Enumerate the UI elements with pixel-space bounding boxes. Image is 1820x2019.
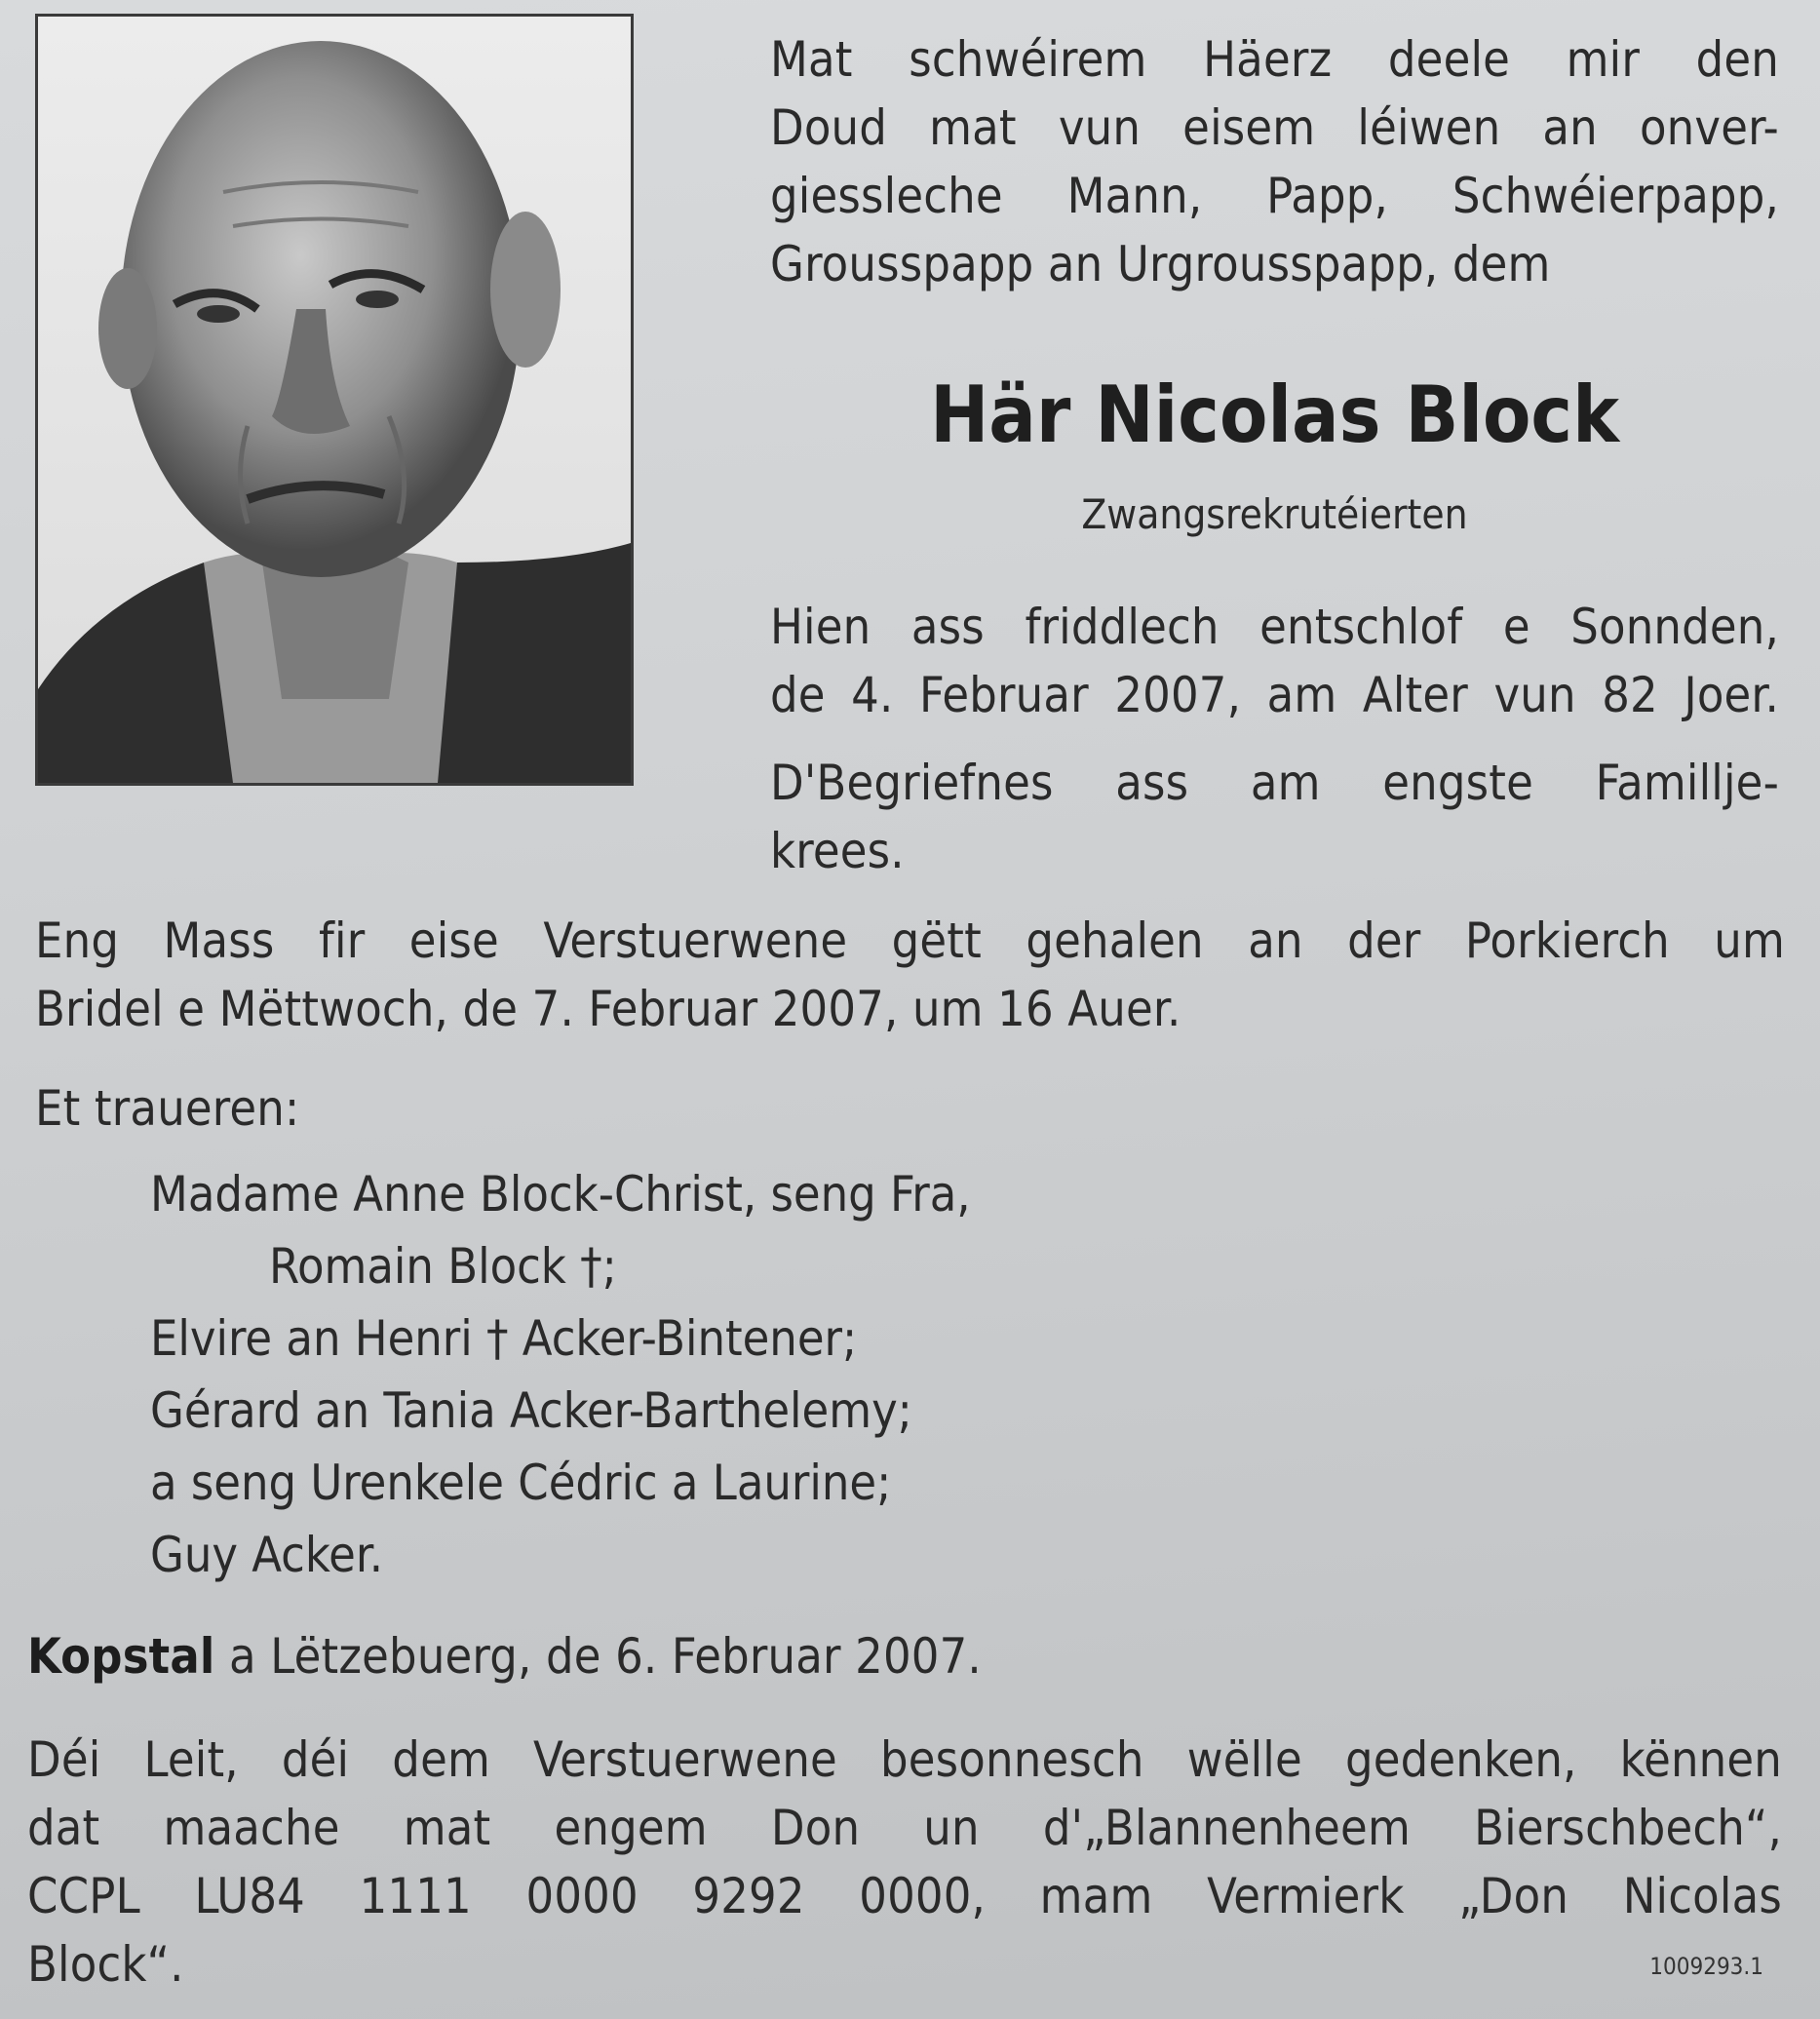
donation-line: Déi Leit, déi dem Verstuerwene besonnesch wëlle gedenken, kënnen [27, 1731, 1782, 1788]
portrait-photo [35, 14, 634, 786]
death-line: Hien ass friddlech entschlof e Sonnden, [770, 599, 1779, 655]
intro-line: Doud mat vun eisem léiwen an onver- [770, 99, 1779, 156]
place-date-line [27, 1622, 982, 1690]
deceased-name: Här Nicolas Block [930, 369, 1619, 460]
mourners-heading: Et traueren: [35, 1080, 300, 1137]
mourner-line: Madame Anne Block-Christ, seng Fra, [150, 1166, 971, 1223]
donation-line: dat maache mat engem Don un d'„Blannenheem Bierschbech“, [27, 1800, 1782, 1856]
mourner-line: Romain Block †; [269, 1238, 617, 1295]
burial-paragraph [770, 749, 1779, 885]
portrait-illustration [38, 17, 631, 783]
burial-line: krees. [770, 823, 905, 879]
death-paragraph [770, 593, 1779, 729]
place-rest: a Lëtzebuerg, de 6. Februar 2007. [214, 1628, 982, 1685]
mourner-line: Gérard an Tania Acker-Barthelemy; [150, 1382, 912, 1439]
death-line: de 4. Februar 2007, am Alter vun 82 Joer. [770, 667, 1779, 723]
reference-number: 1009293.1 [1649, 1953, 1763, 1980]
place-town: Kopstal [27, 1628, 215, 1685]
mourner-line: Guy Acker. [150, 1527, 384, 1583]
mourner-line: Elvire an Henri † Acker-Bintener; [150, 1310, 858, 1367]
mourner-line: a seng Urenkele Cédric a Laurine; [150, 1455, 892, 1511]
mass-line: Eng Mass fir eise Verstuerwene gëtt gehalen an der Porkierch um [35, 912, 1785, 969]
deceased-title: Zwangsrekrutéierten [1081, 490, 1468, 538]
intro-paragraph [770, 25, 1779, 298]
mass-paragraph [35, 907, 1785, 1043]
mass-line: Bridel e Mëttwoch, de 7. Februar 2007, um 16 Auer. [35, 981, 1181, 1037]
intro-line: giessleche Mann, Papp, Schwéierpapp, [770, 168, 1779, 224]
intro-line: Mat schwéirem Häerz deele mir den [770, 31, 1779, 88]
donation-line: Block“. [27, 1936, 184, 1993]
burial-line: D'Begriefnes ass am engste Famillje- [770, 755, 1779, 811]
donation-paragraph [27, 1726, 1782, 1999]
donation-line: CCPL LU84 1111 0000 9292 0000, mam Vermierk „Don Nicolas [27, 1868, 1782, 1924]
intro-line: Grousspapp an Urgrousspapp, dem [770, 236, 1551, 292]
